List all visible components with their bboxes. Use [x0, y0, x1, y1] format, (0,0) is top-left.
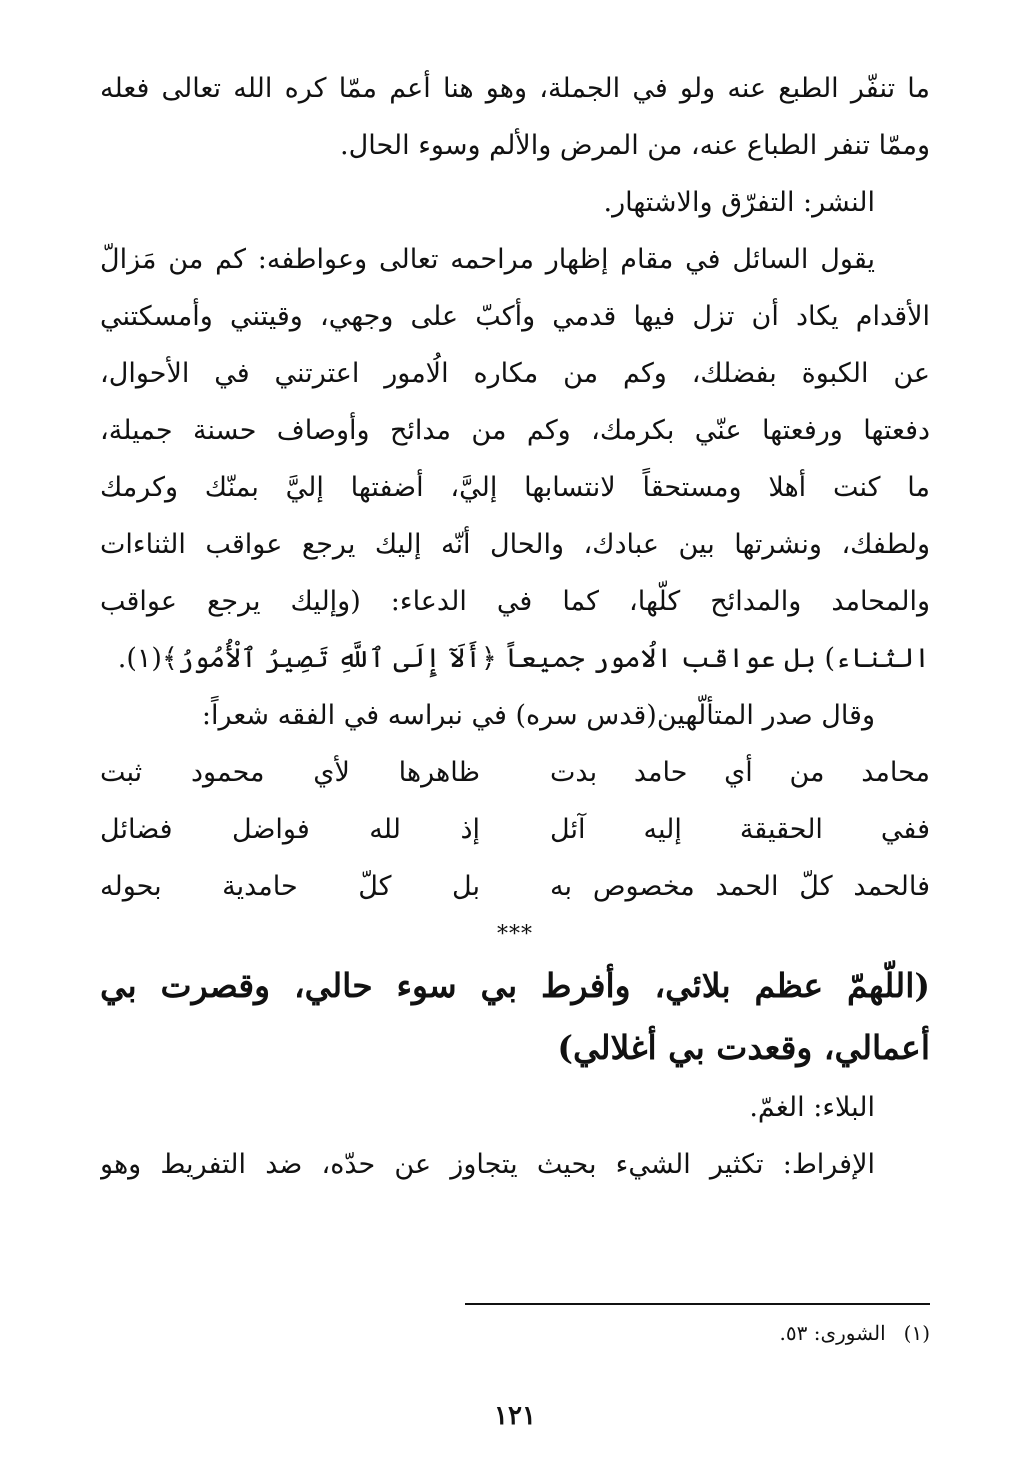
poem-verse	[100, 744, 930, 801]
text-line: الثناء) بل عواقب الُامور جميعاً ﴿أَلَآ إِلَى ٱللَّهِ تَصِيرُ ٱلْأُمُورُ﴾(١).	[117, 643, 930, 674]
page-body	[100, 60, 930, 1193]
footnote-number: (١)	[903, 1321, 930, 1345]
text-line: الأقدام يكاد أن تزل فيها قدمي وأكبّ على وجهي، وقيتني وأمسكتني	[100, 301, 930, 332]
footnote	[780, 1318, 930, 1348]
poem-hemistich-right: فالحمد كلّ الحمد مخصوص به	[550, 871, 930, 902]
text-line: ولطفك، ونشرتها بين عبادك، والحال أنّه إليك يرجع عواقب الثناءات	[100, 529, 930, 560]
text-line: عن الكبوة بفضلك، وكم من مكاره الُامور اعترتني في الأحوال،	[100, 358, 930, 389]
poem-verse	[100, 801, 930, 858]
text-line: ما كنت أهلا ومستحقاً لانتسابها إليَّ، أضفتها إليَّ بمنّك وكرمك	[100, 472, 930, 503]
footnote-divider	[465, 1303, 930, 1305]
definition-line: النشر: التفرّق والاشتهار.	[603, 187, 875, 218]
text-line: يقول السائل في مقام إظهار مراحمه تعالى وعواطفه: كم من مَزالّ	[100, 244, 875, 275]
poem-hemistich-right: ففي الحقيقة إليه آئل	[550, 814, 930, 845]
poem-hemistich-right: محامد من أي حامد بدت	[550, 757, 930, 788]
text-line: ما تنفّر الطبع عنه ولو في الجملة، وهو هنا أعم ممّا كره الله تعالى فعله	[100, 73, 930, 104]
poem-hemistich-left: إذ لله فواضل فضائل	[100, 814, 480, 845]
section-separator: ***	[497, 922, 533, 947]
poem-verse	[100, 858, 930, 915]
supplication-heading-line: (اللّهمّ عظم بلائي، وأفرط بي سوء حالي، وقصرت بي	[100, 966, 930, 1005]
page-number: ١٢١	[494, 1401, 536, 1431]
text-line: والمحامد والمدائح كلّها، كما في الدعاء: (وإليك يرجع عواقب	[100, 586, 930, 617]
footnote-text: الشورى: ٥٣.	[779, 1321, 886, 1345]
text-line: وممّا تنفر الطباع عنه، من المرض والألم وسوء الحال.	[340, 130, 930, 161]
text-line: دفعتها ورفعتها عنّي بكرمك، وكم من مدائح وأوصاف حسنة جميلة،	[100, 415, 930, 446]
poem-intro-line: وقال صدر المتألّهين(قدس سره) في نبراسه في الفقه شعراً:	[201, 700, 875, 731]
supplication-heading-line: أعمالي، وقعدت بي أغلالي)	[557, 1028, 930, 1067]
poem	[100, 744, 930, 915]
poem-hemistich-left: بل كلّ حامدية بحوله	[100, 871, 480, 902]
poem-hemistich-left: ظاهرها لأي محمود ثبت	[100, 757, 480, 788]
definition-line: البلاء: الغمّ.	[749, 1092, 875, 1123]
definition-line: الإفراط: تكثير الشيء بحيث يتجاوز عن حدّه، ضد التفريط وهو	[100, 1149, 875, 1180]
